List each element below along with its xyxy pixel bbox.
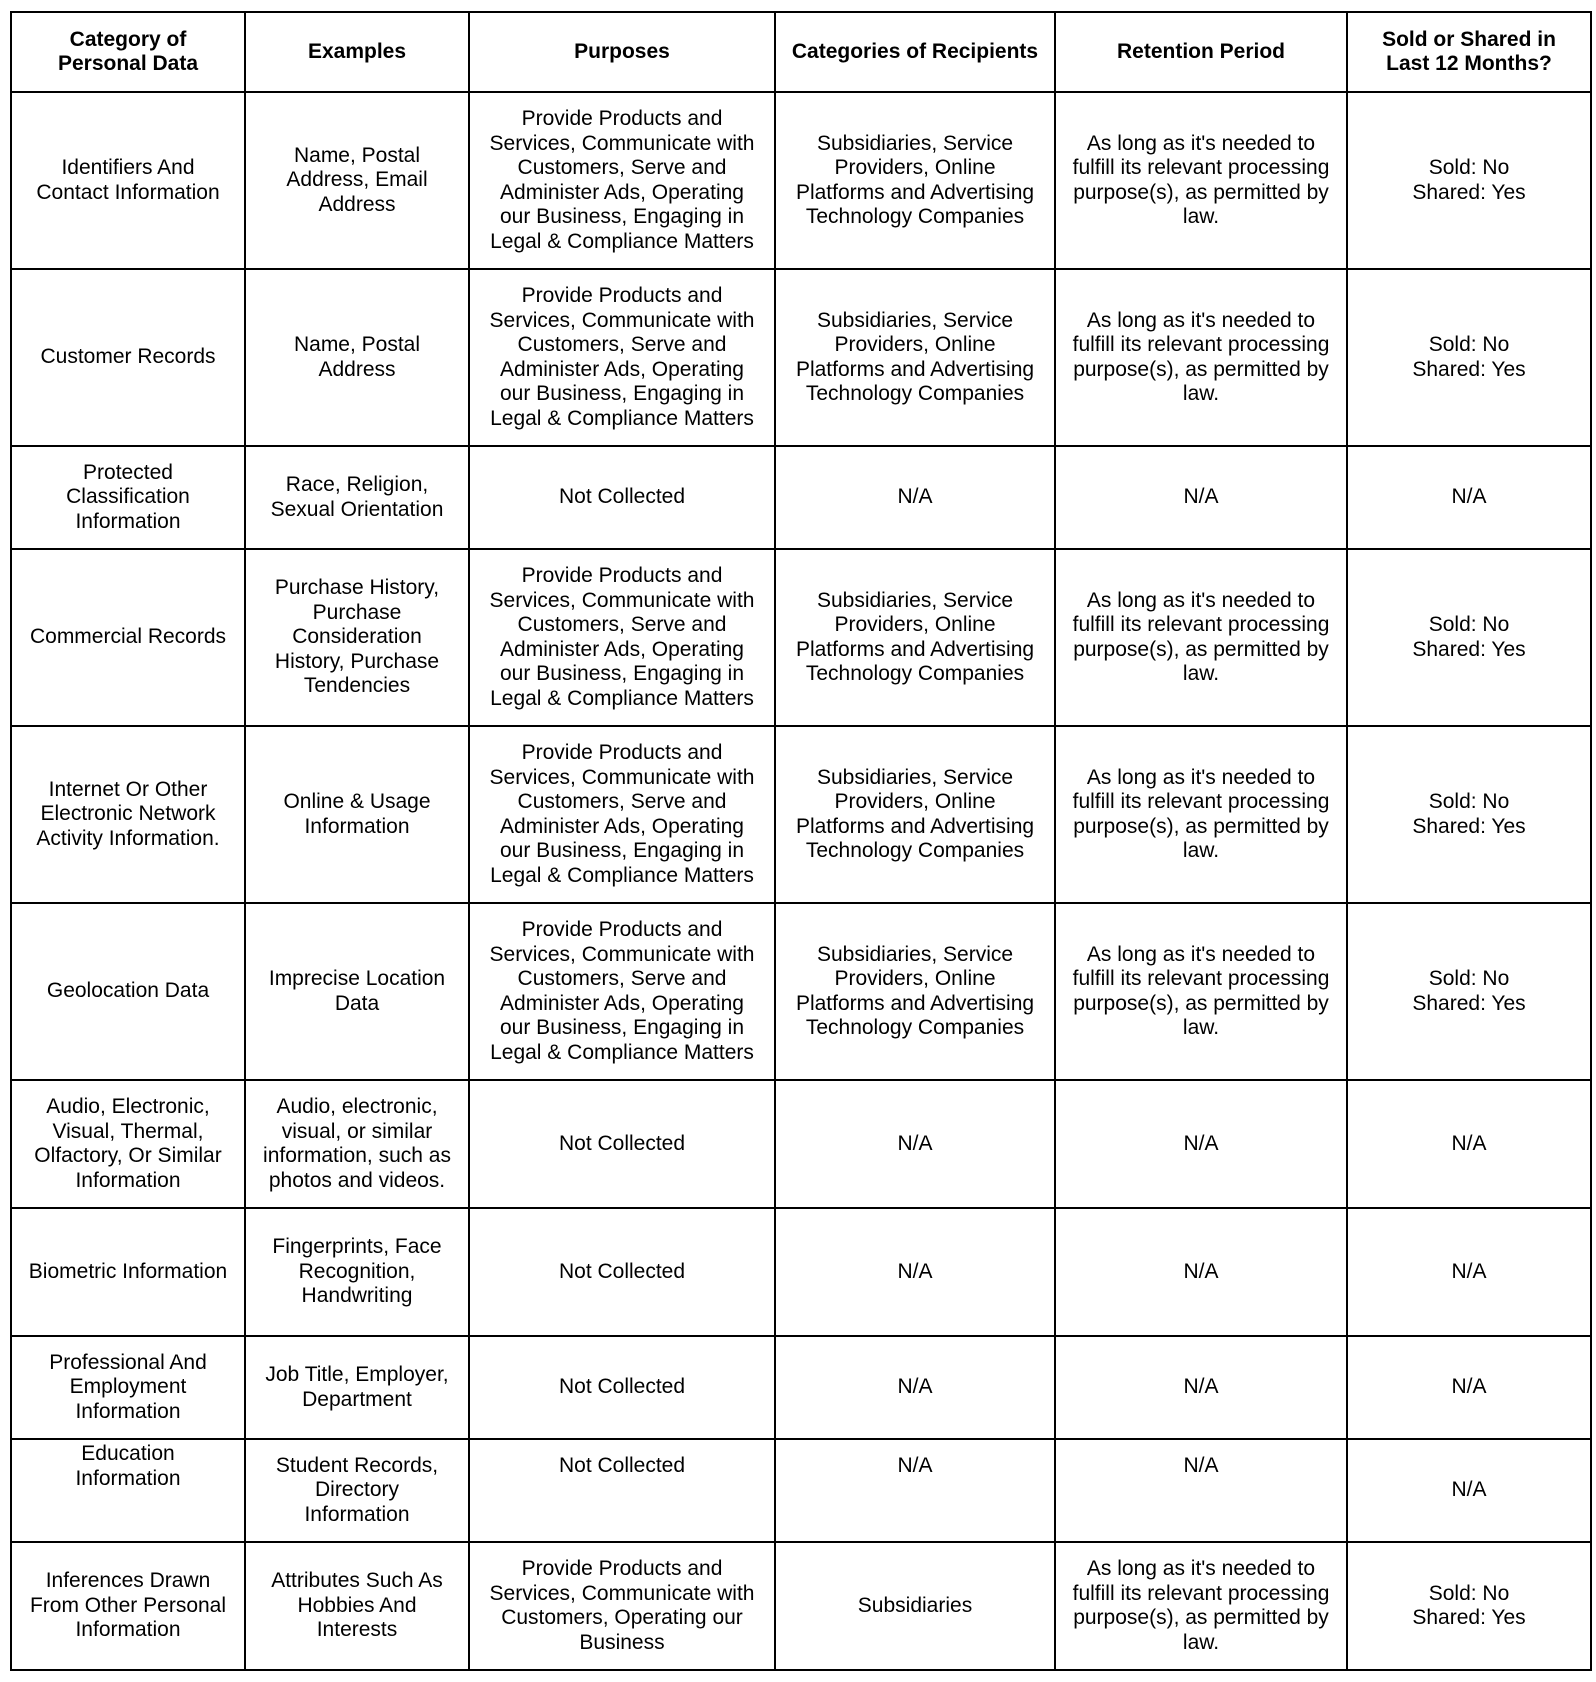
retention-cell: As long as it's needed to fulfill its relevant processing purpose(s), as permitted by law.: [1055, 549, 1347, 726]
examples-cell: Attributes Such As Hobbies And Interests: [245, 1542, 469, 1670]
recipients-cell: Subsidiaries, Service Providers, Online Platforms and Advertising Technology Companies: [775, 269, 1055, 446]
purposes-cell: Not Collected: [469, 1336, 775, 1439]
examples-cell: Name, Postal Address: [245, 269, 469, 446]
table-row: [11, 92, 1591, 269]
table-row: [11, 1208, 1591, 1336]
category-cell: Inferences Drawn From Other Personal Information: [11, 1542, 245, 1670]
purposes-cell: Not Collected: [469, 446, 775, 549]
purposes-cell: Provide Products and Services, Communicate with Customers, Serve and Administer Ads, Operating our Business, Engaging in Legal & Compliance Matters: [469, 549, 775, 726]
purposes-cell: Provide Products and Services, Communicate with Customers, Serve and Administer Ads, Operating our Business, Engaging in Legal & Compliance Matters: [469, 903, 775, 1080]
purposes-cell: Provide Products and Services, Communicate with Customers, Operating our Business: [469, 1542, 775, 1670]
category-cell: Geolocation Data: [11, 903, 245, 1080]
header-recipients: Categories of Recipients: [775, 12, 1055, 92]
recipients-cell: N/A: [775, 1208, 1055, 1336]
retention-cell: N/A: [1055, 1439, 1347, 1542]
category-cell: Education Information: [11, 1439, 245, 1542]
category-cell: Commercial Records: [11, 549, 245, 726]
sold-shared-cell: Sold: No Shared: Yes: [1347, 92, 1591, 269]
category-cell: Customer Records: [11, 269, 245, 446]
recipients-cell: Subsidiaries, Service Providers, Online Platforms and Advertising Technology Companies: [775, 549, 1055, 726]
sold-shared-cell: N/A: [1347, 1336, 1591, 1439]
recipients-cell: Subsidiaries: [775, 1542, 1055, 1670]
retention-cell: N/A: [1055, 1080, 1347, 1208]
examples-cell: Student Records, Directory Information: [245, 1439, 469, 1542]
recipients-cell: Subsidiaries, Service Providers, Online Platforms and Advertising Technology Companies: [775, 903, 1055, 1080]
retention-cell: As long as it's needed to fulfill its relevant processing purpose(s), as permitted by law.: [1055, 1542, 1347, 1670]
examples-cell: Fingerprints, Face Recognition, Handwriting: [245, 1208, 469, 1336]
header-category: Category of Personal Data: [11, 12, 245, 92]
examples-cell: Purchase History, Purchase Consideration History, Purchase Tendencies: [245, 549, 469, 726]
recipients-cell: N/A: [775, 1439, 1055, 1542]
examples-cell: Race, Religion, Sexual Orientation: [245, 446, 469, 549]
sold-shared-cell: N/A: [1347, 1208, 1591, 1336]
purposes-cell: Not Collected: [469, 1439, 775, 1542]
table-row: [11, 1542, 1591, 1670]
sold-shared-cell: N/A: [1347, 1080, 1591, 1208]
sold-shared-cell: N/A: [1347, 446, 1591, 549]
category-cell: Audio, Electronic, Visual, Thermal, Olfactory, Or Similar Information: [11, 1080, 245, 1208]
table-row: [11, 726, 1591, 903]
recipients-cell: Subsidiaries, Service Providers, Online Platforms and Advertising Technology Companies: [775, 92, 1055, 269]
retention-cell: As long as it's needed to fulfill its relevant processing purpose(s), as permitted by law.: [1055, 269, 1347, 446]
examples-cell: Job Title, Employer, Department: [245, 1336, 469, 1439]
sold-shared-cell: Sold: No Shared: Yes: [1347, 549, 1591, 726]
personal-data-table: [10, 11, 1592, 1671]
table-row: [11, 1336, 1591, 1439]
purposes-cell: Not Collected: [469, 1080, 775, 1208]
table-row: [11, 1439, 1591, 1542]
retention-cell: As long as it's needed to fulfill its relevant processing purpose(s), as permitted by law.: [1055, 726, 1347, 903]
table-row: [11, 1080, 1591, 1208]
header-row: [11, 12, 1591, 92]
header-purposes: Purposes: [469, 12, 775, 92]
sold-shared-cell: Sold: No Shared: Yes: [1347, 726, 1591, 903]
retention-cell: As long as it's needed to fulfill its relevant processing purpose(s), as permitted by law.: [1055, 903, 1347, 1080]
sold-shared-cell: Sold: No Shared: Yes: [1347, 269, 1591, 446]
table-row: [11, 549, 1591, 726]
category-cell: Biometric Information: [11, 1208, 245, 1336]
purposes-cell: Provide Products and Services, Communicate with Customers, Serve and Administer Ads, Operating our Business, Engaging in Legal & Compliance Matters: [469, 92, 775, 269]
recipients-cell: Subsidiaries, Service Providers, Online Platforms and Advertising Technology Companies: [775, 726, 1055, 903]
header-retention: Retention Period: [1055, 12, 1347, 92]
header-examples: Examples: [245, 12, 469, 92]
purposes-cell: Provide Products and Services, Communicate with Customers, Serve and Administer Ads, Operating our Business, Engaging in Legal & Compliance Matters: [469, 726, 775, 903]
table-row: [11, 903, 1591, 1080]
examples-cell: Imprecise Location Data: [245, 903, 469, 1080]
examples-cell: Name, Postal Address, Email Address: [245, 92, 469, 269]
purposes-cell: Not Collected: [469, 1208, 775, 1336]
recipients-cell: N/A: [775, 1336, 1055, 1439]
personal-data-table-wrapper: [10, 11, 1592, 1671]
sold-shared-cell: Sold: No Shared: Yes: [1347, 903, 1591, 1080]
sold-shared-cell: Sold: No Shared: Yes: [1347, 1542, 1591, 1670]
retention-cell: N/A: [1055, 446, 1347, 549]
retention-cell: N/A: [1055, 1336, 1347, 1439]
purposes-cell: Provide Products and Services, Communicate with Customers, Serve and Administer Ads, Operating our Business, Engaging in Legal & Compliance Matters: [469, 269, 775, 446]
retention-cell: As long as it's needed to fulfill its relevant processing purpose(s), as permitted by law.: [1055, 92, 1347, 269]
recipients-cell: N/A: [775, 1080, 1055, 1208]
examples-cell: Audio, electronic, visual, or similar information, such as photos and videos.: [245, 1080, 469, 1208]
table-row: [11, 269, 1591, 446]
sold-shared-cell: N/A: [1347, 1439, 1591, 1542]
category-cell: Identifiers And Contact Information: [11, 92, 245, 269]
header-sold-shared: Sold or Shared in Last 12 Months?: [1347, 12, 1591, 92]
examples-cell: Online & Usage Information: [245, 726, 469, 903]
category-cell: Professional And Employment Information: [11, 1336, 245, 1439]
table-row: [11, 446, 1591, 549]
category-cell: Internet Or Other Electronic Network Activity Information.: [11, 726, 245, 903]
retention-cell: N/A: [1055, 1208, 1347, 1336]
recipients-cell: N/A: [775, 446, 1055, 549]
category-cell: Protected Classification Information: [11, 446, 245, 549]
